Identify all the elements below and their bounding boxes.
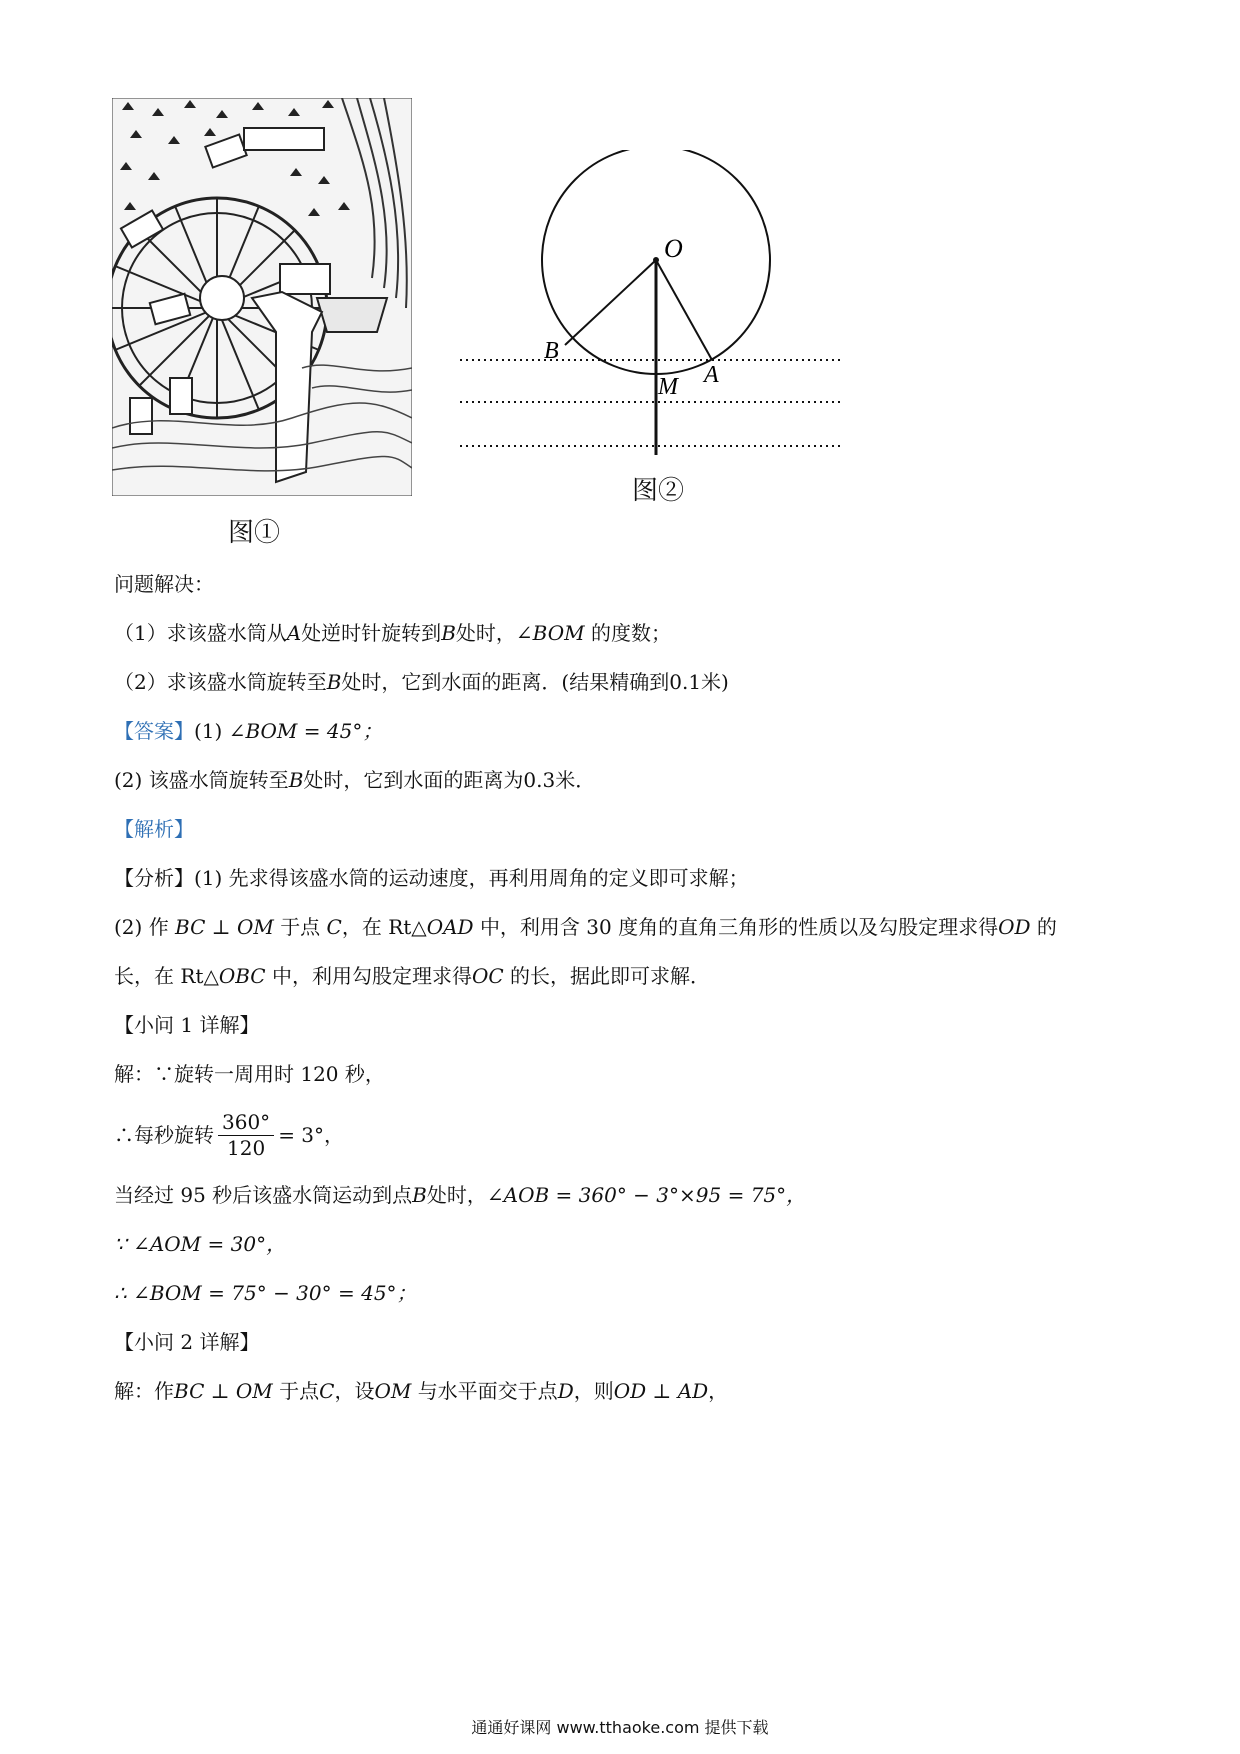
label-o: O	[664, 234, 683, 263]
figure-1-caption: 图①	[228, 518, 281, 548]
solution-line-1: 解：∵旋转一周用时 120 秒，	[114, 1062, 385, 1086]
solution-line-3: 当经过 95 秒后该盛水筒运动到点B处时，∠AOB = 360° − 3°×95 = 75°，	[114, 1183, 807, 1207]
page-footer: 通通好课网 www.tthaoke.com 提供下载	[471, 1718, 769, 1737]
solution-text	[114, 560, 1134, 1416]
water-wheel-illustration	[112, 98, 412, 496]
segment-oa	[656, 260, 712, 360]
geometry-diagram	[460, 150, 860, 470]
solution-line-2: ∴每秒旋转 $\frac{360^\circ}{120}$ = 3°，	[114, 1109, 345, 1160]
label-a: A	[704, 362, 719, 388]
answer-tag: 【答案】	[114, 719, 194, 743]
figure-2-caption: 图②	[632, 476, 685, 506]
segment-ob	[565, 260, 656, 345]
question-1: （1）求该盛水筒从A处逆时针旋转到B处时，∠BOM 的度数；	[114, 621, 671, 645]
fraction: $\frac{360^\circ}{120}$	[218, 1110, 274, 1161]
analysis-line-3: 长，在 Rt△OBC 中，利用勾股定理求得OC 的长，据此即可求解．	[114, 964, 711, 988]
label-m: M	[658, 374, 678, 400]
label-b: B	[544, 338, 559, 364]
subquestion-2-heading: 【小问 2 详解】	[114, 1330, 260, 1354]
question-2: （2）求该盛水筒旋转至B处时，它到水面的距离．(结果精确到0.1米)	[114, 670, 729, 694]
solution-line-5: ∴ ∠BOM = 75° − 30° = 45°；	[114, 1281, 417, 1305]
analysis-line-2: (2) 作 BC ⊥ OM 于点 C，在 Rt△OAD 中，利用含 30 度角的直角三角形的性质以及勾股定理求得OD 的	[114, 915, 1057, 939]
point-o	[653, 257, 659, 263]
heading-line: 问题解决：	[114, 572, 214, 596]
answer-1: 【答案】(1) ∠BOM = 45°；	[114, 719, 383, 743]
subquestion-1-heading: 【小问 1 详解】	[114, 1013, 260, 1037]
analysis-line-1: 【分析】(1) 先求得该盛水筒的运动速度，再利用周角的定义即可求解；	[114, 866, 749, 890]
analysis-tag: 【解析】	[114, 817, 194, 841]
solution-line-6: 解：作BC ⊥ OM 于点C，设OM 与水平面交于点D，则OD ⊥ AD，	[114, 1379, 729, 1403]
solution-line-4: ∵ ∠AOM = 30°，	[114, 1232, 287, 1256]
answer-2: (2) 该盛水筒旋转至B处时，它到水面的距离为0.3米．	[114, 768, 596, 792]
